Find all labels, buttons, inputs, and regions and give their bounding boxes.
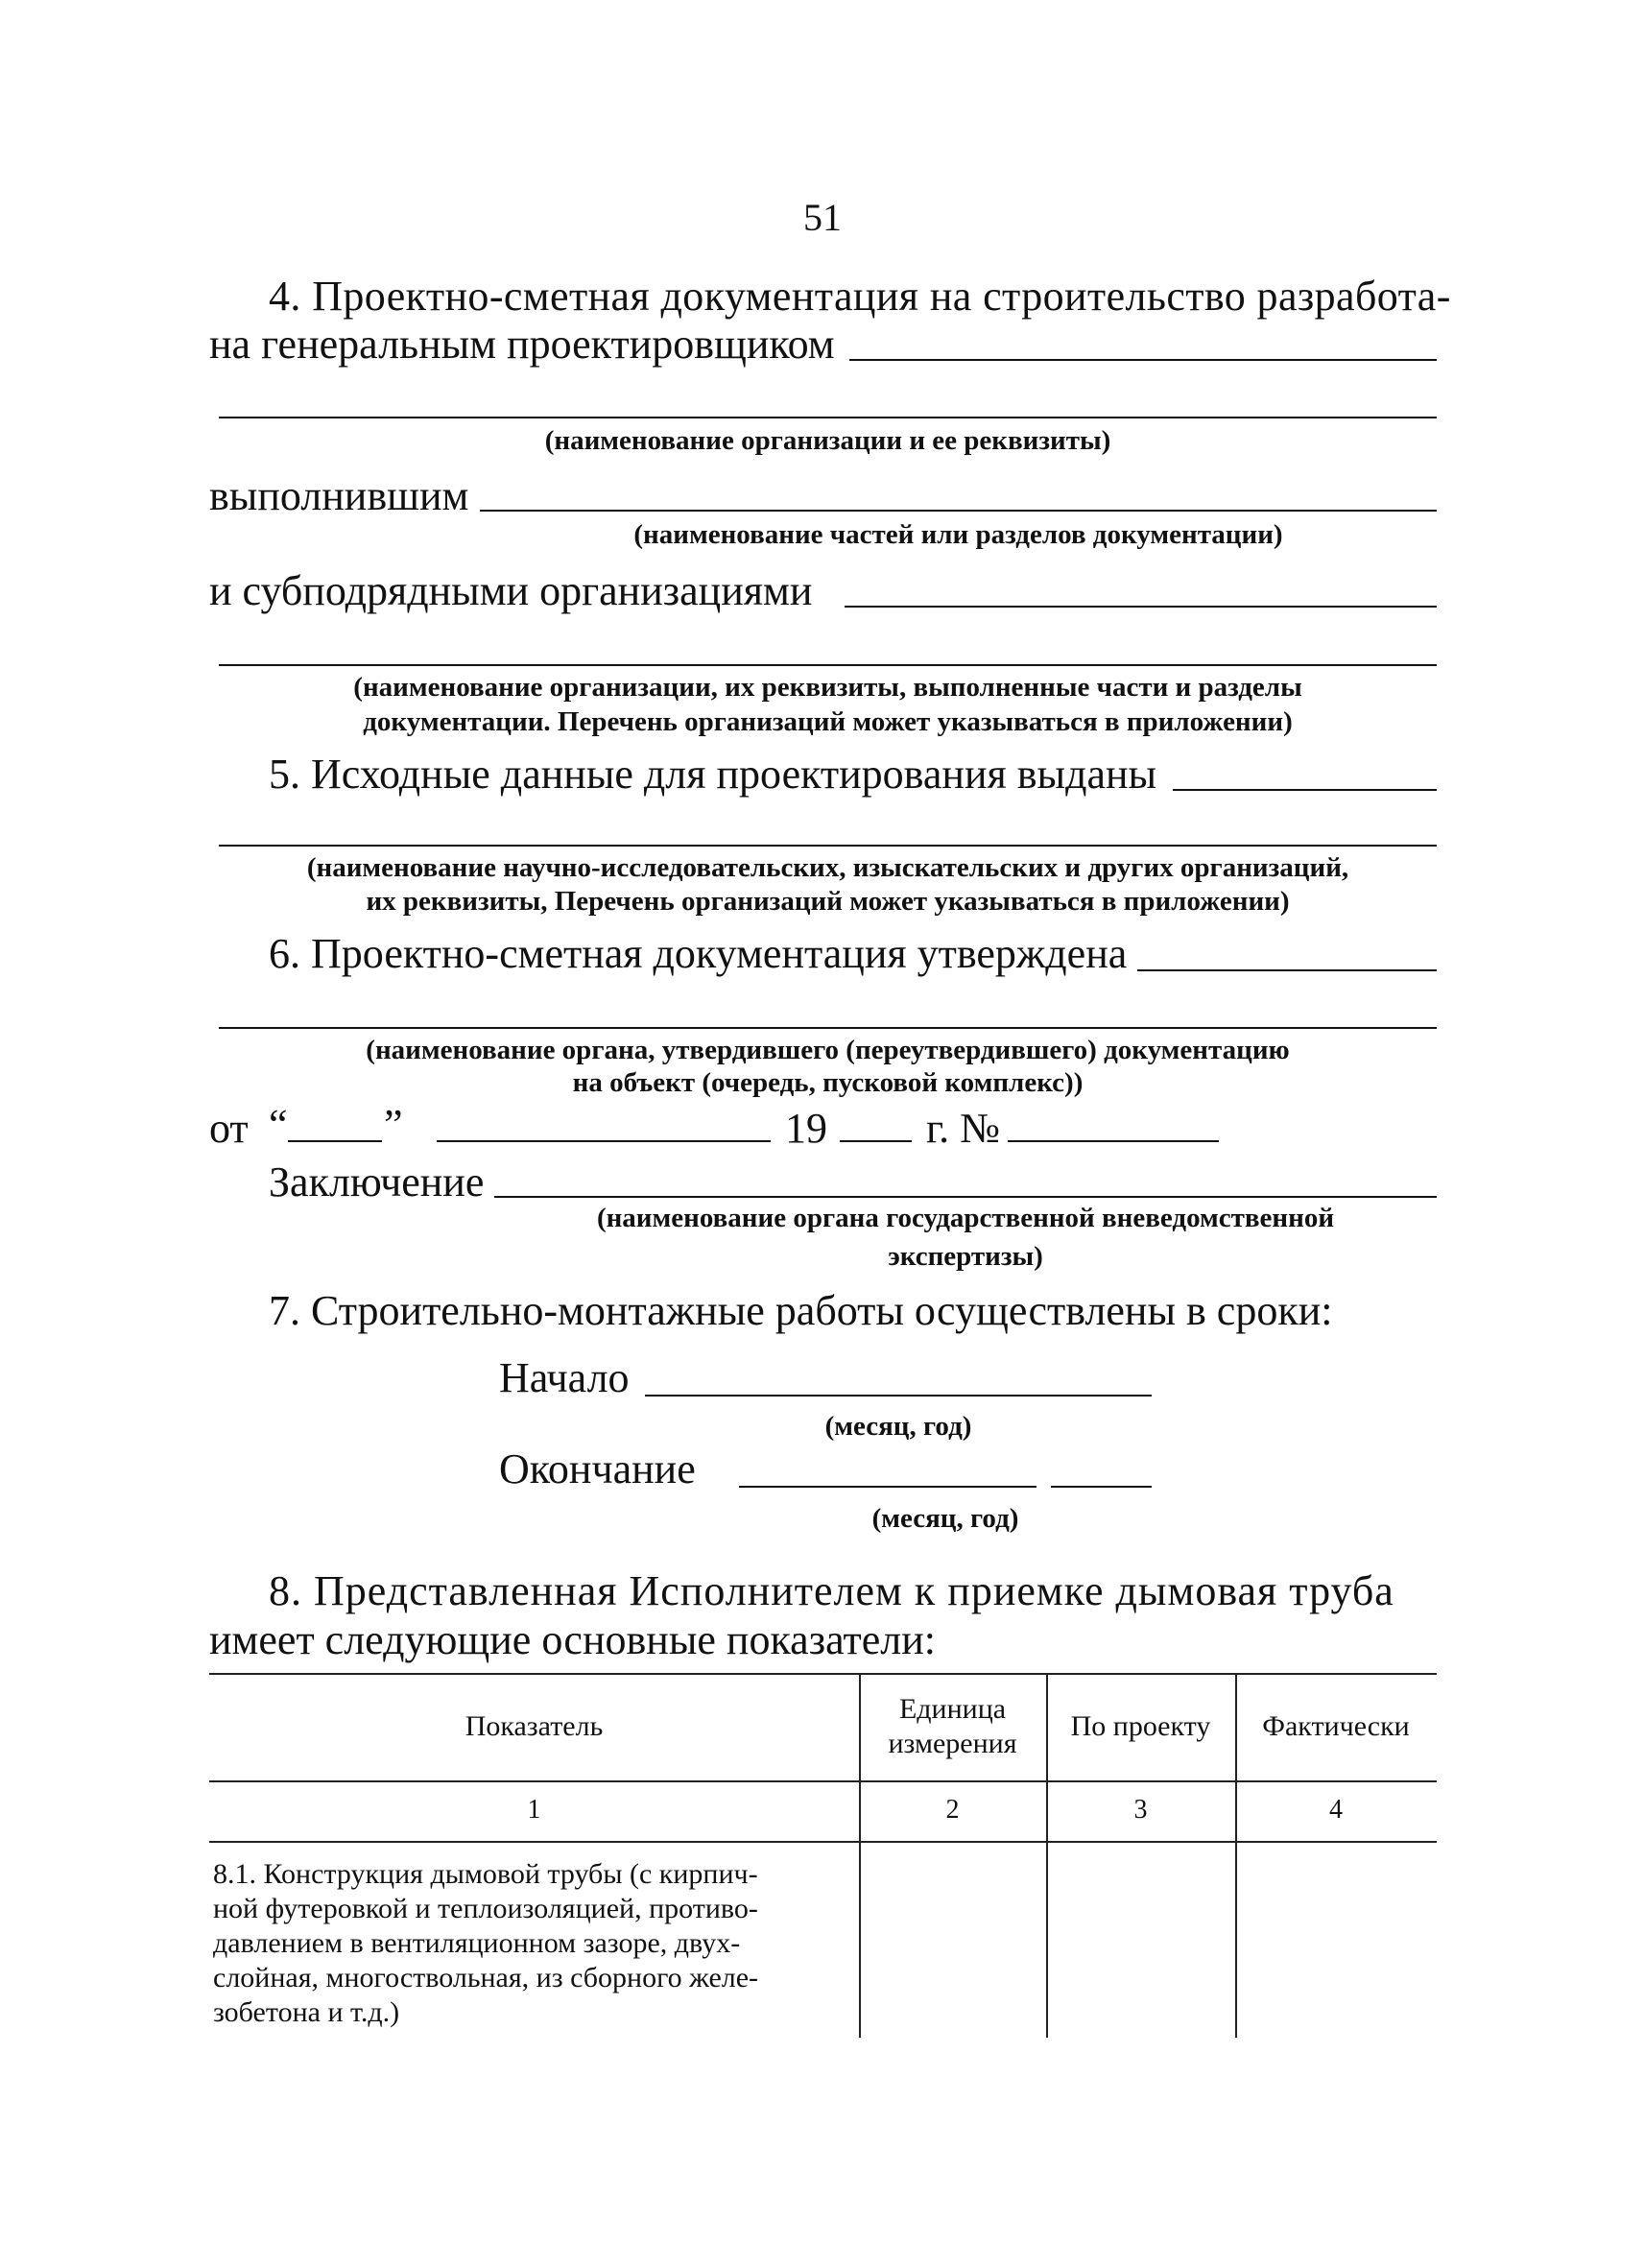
label-from: от <box>209 1105 249 1152</box>
section-7-line-1: 7. Строительно-монтажные работы осуществлены в сроки: <box>269 1287 1333 1334</box>
source-data-field-line-1[interactable] <box>1173 789 1437 791</box>
label-end: Окончание <box>499 1445 696 1492</box>
page-number: 51 <box>803 196 842 239</box>
table-numbers-rule <box>209 1841 1437 1843</box>
conclusion-field-line[interactable] <box>494 1196 1437 1198</box>
section-4-line-2: на генеральным проектировщиком <box>209 321 835 368</box>
header-indicator: Показатель <box>465 1710 604 1742</box>
caption-org-name: (наименование организации и ее реквизиты) <box>544 425 1111 456</box>
end-field-line-1[interactable] <box>739 1486 1036 1488</box>
actual-cell[interactable] <box>1240 1857 1432 2030</box>
subcontractors-field-line-1[interactable] <box>845 606 1437 608</box>
label-subcontractors: и субподрядными организациями <box>209 567 813 614</box>
section-6-line-1: 6. Проектно-сметная документация утверждена <box>269 930 1128 977</box>
caption-research-orgs-2: их реквизиты, Перечень организаций может указываться в приложении) <box>366 886 1290 917</box>
start-field-line[interactable] <box>645 1395 1152 1397</box>
header-actual: Фактически <box>1262 1710 1410 1742</box>
indicator-line: ной футеровкой и теплоизоляцией, противо- <box>213 1893 758 1924</box>
quote-open: “ <box>269 1101 288 1148</box>
table-header-rule <box>209 1780 1437 1782</box>
caption-subcontractors-1: (наименование организации, их реквизиты, выполненные части и разделы <box>353 672 1302 703</box>
indicator-line: слойная, многоствольная, из сборного желе- <box>213 1962 759 1993</box>
doc-number-field-line[interactable] <box>1008 1140 1219 1142</box>
indicator-line: зобетона и т.д.) <box>213 1996 400 2028</box>
table-col-divider-1 <box>859 1673 861 2038</box>
design-cell[interactable] <box>1051 1857 1230 2030</box>
caption-research-orgs-1: (наименование научно-исследовательских, изыскательских и других организаций, <box>306 852 1349 883</box>
caption-subcontractors-2: документации. Перечень организаций может указываться в приложении) <box>363 706 1293 737</box>
caption-doc-parts: (наименование частей или разделов документации) <box>633 519 1283 550</box>
end-field-line-2[interactable] <box>1051 1486 1152 1488</box>
org-name-field-line-1[interactable] <box>849 359 1437 361</box>
caption-expertise-1: (наименование органа государственной вневедомственной <box>596 1203 1335 1233</box>
source-data-field-line-2[interactable] <box>219 845 1437 847</box>
caption-start: (месяц, год) <box>824 1411 972 1442</box>
approved-field-line-2[interactable] <box>219 1027 1437 1029</box>
caption-approving-body-1: (наименование органа, утвердившего (переутвердившего) документацию <box>366 1035 1290 1065</box>
section-5-line-1: 5. Исходные данные для проектирования выданы <box>269 751 1157 798</box>
caption-end: (месяц, год) <box>871 1503 1019 1534</box>
section-4-line-1: 4. Проектно-сметная документация на строительство разработа- <box>269 273 1451 320</box>
year-suffix: г. № <box>926 1105 1001 1152</box>
month-field-line[interactable] <box>437 1140 771 1142</box>
label-start: Начало <box>499 1354 630 1401</box>
day-field-line[interactable] <box>288 1140 382 1142</box>
executed-field-line[interactable] <box>480 510 1437 512</box>
quote-close: ” <box>384 1101 403 1148</box>
col-number-2: 2 <box>945 1795 960 1825</box>
header-design: По проекту <box>1070 1710 1211 1742</box>
col-number-1: 1 <box>527 1795 541 1825</box>
unit-cell[interactable] <box>864 1857 1041 2030</box>
label-conclusion: Заключение <box>269 1158 485 1206</box>
section-8-line-2: имеет следующие основные показатели: <box>209 1616 936 1663</box>
col-number-4: 4 <box>1329 1795 1343 1825</box>
col-number-3: 3 <box>1133 1795 1148 1825</box>
org-name-field-line-2[interactable] <box>219 417 1437 418</box>
subcontractors-field-line-2[interactable] <box>219 664 1437 666</box>
year-field-line[interactable] <box>840 1140 912 1142</box>
header-unit: Единица измерения <box>888 1693 1017 1759</box>
label-executed: выполнившим <box>209 472 469 519</box>
approved-field-line-1[interactable] <box>1137 969 1437 971</box>
caption-approving-body-2: на объект (очередь, пусковой комплекс)) <box>572 1067 1084 1098</box>
indicator-line: 8.1. Конструкция дымовой трубы (с кирпич- <box>213 1858 758 1890</box>
section-8-line-1: 8. Представленная Исполнителем к приемке дымовая труба <box>269 1567 1394 1614</box>
indicator-line: давлением в вентиляционном зазоре, двух- <box>213 1927 741 1959</box>
year-prefix: 19 <box>785 1105 827 1152</box>
caption-expertise-2: экспертизы) <box>888 1241 1043 1272</box>
